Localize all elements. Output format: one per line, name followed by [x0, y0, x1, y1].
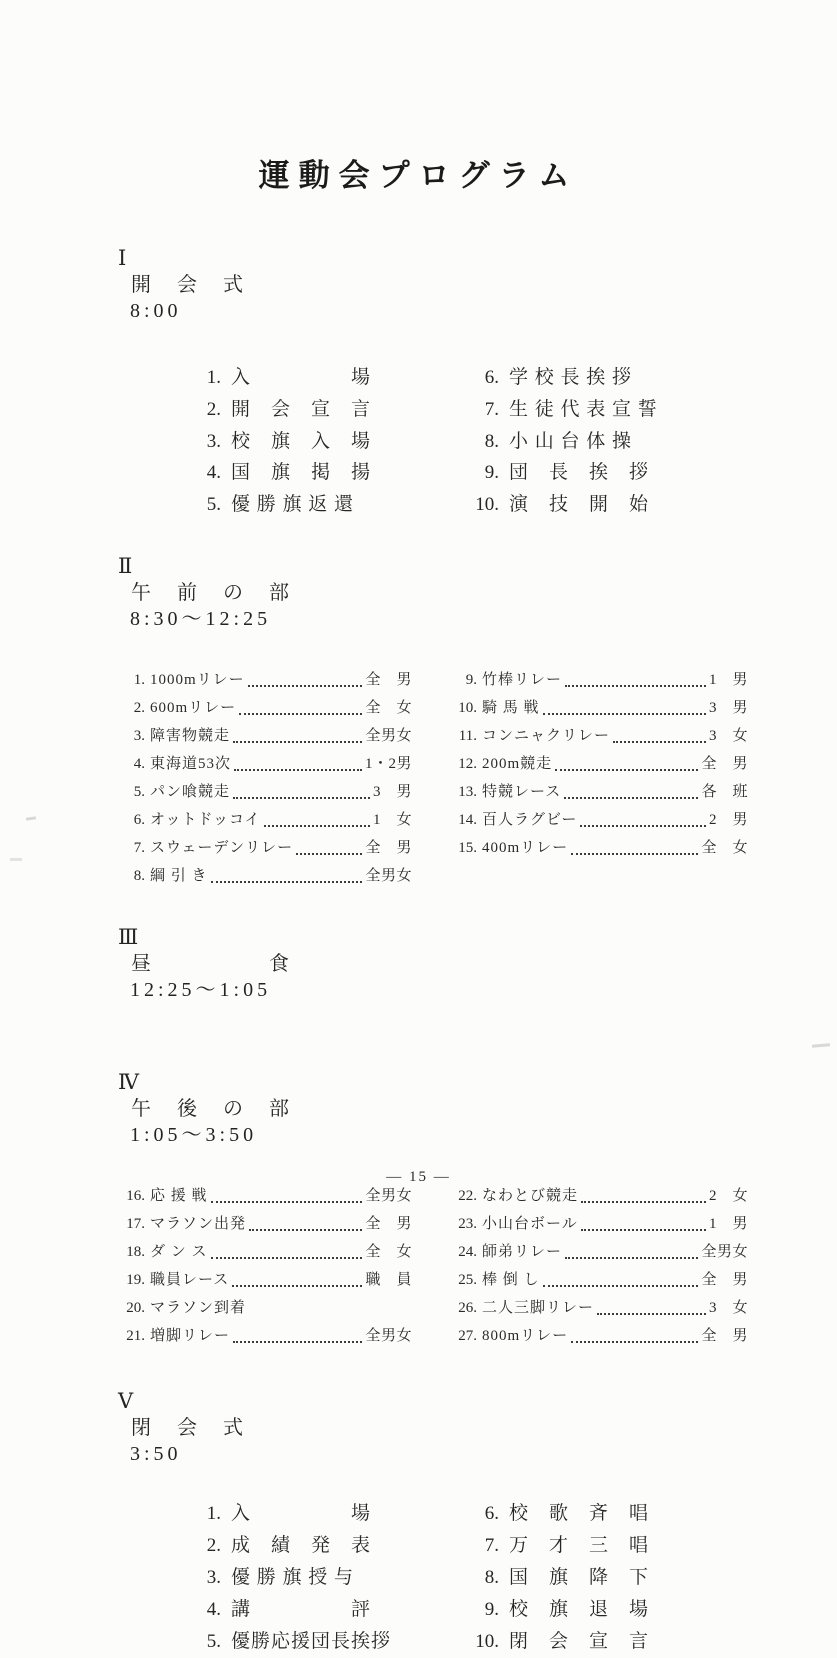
section-time: 8:00	[130, 300, 182, 322]
ceremony-item	[463, 489, 743, 521]
program-column-right	[450, 1182, 748, 1350]
program-item	[118, 666, 412, 694]
item-number: 13.	[458, 783, 477, 800]
item-value: 全 男	[701, 1327, 748, 1344]
program-item	[450, 834, 748, 862]
program-item	[450, 778, 748, 806]
item-value: 全男女	[365, 867, 412, 884]
item-name: 綱 引 き	[150, 867, 208, 884]
dotted-leader	[211, 1238, 363, 1259]
dotted-leader	[543, 1266, 699, 1287]
item-value: 全男女	[365, 1187, 412, 1204]
item-name: パン喰競走	[150, 783, 231, 800]
program-item	[118, 1182, 412, 1210]
item-value: 1 男	[708, 671, 748, 688]
section-heading	[88, 1043, 837, 1174]
item-number: 17.	[126, 1215, 145, 1232]
item-value: 全 男	[365, 1215, 412, 1232]
item-name: なわとび競走	[482, 1187, 579, 1204]
ceremony-item	[185, 362, 463, 394]
ceremony-item	[185, 426, 463, 458]
item-name: 応 援 戦	[150, 1187, 208, 1204]
dotted-leader	[264, 806, 370, 827]
item-name: マラソン出発	[150, 1215, 247, 1232]
dotted-leader	[597, 1294, 706, 1315]
item-name: 600mリレー	[150, 699, 237, 716]
item-name: マラソン到着	[150, 1299, 247, 1316]
item-number: 10.	[475, 494, 499, 516]
section-morning-program	[0, 527, 837, 890]
item-label: 演 技 開 始	[509, 494, 650, 516]
dotted-leader	[249, 1210, 362, 1231]
item-name: オットドッコイ	[150, 811, 261, 828]
section-numeral: Ⅳ	[118, 1069, 139, 1094]
item-label: 国 旗 掲 揚	[231, 462, 372, 484]
ceremony-item	[185, 489, 463, 521]
section-heading	[88, 527, 837, 658]
program-column-left	[118, 1182, 412, 1350]
program-column-left	[118, 666, 412, 890]
page-title: 運動会プログラム	[258, 158, 579, 194]
program-item	[450, 722, 748, 750]
item-value: 1 男	[708, 1215, 748, 1232]
dotted-leader	[565, 666, 706, 687]
item-number: 1.	[206, 1502, 221, 1524]
item-number: 1.	[206, 367, 221, 388]
item-number: 3.	[206, 1566, 221, 1588]
ceremony-column-right	[463, 362, 743, 521]
item-value: 全 男	[701, 755, 748, 772]
program-item	[450, 1182, 748, 1210]
page-number: — 15 —	[386, 1169, 451, 1185]
item-value: 全 女	[365, 699, 412, 716]
item-value: 全男女	[701, 1243, 748, 1260]
item-number: 8.	[484, 430, 499, 452]
dotted-leader	[564, 778, 698, 799]
item-label: 国 旗 降 下	[509, 1566, 650, 1588]
item-value: 3 男	[708, 699, 748, 716]
item-name: 師弟リレー	[482, 1243, 563, 1260]
item-name: 800mリレー	[482, 1327, 569, 1344]
ceremony-item	[463, 1594, 743, 1626]
program-item	[450, 1266, 748, 1294]
item-number: 24.	[458, 1243, 477, 1260]
item-name: 竹棒リレー	[482, 671, 563, 688]
item-label: 生 徒 代 表 宣 誓	[509, 398, 658, 420]
section-numeral: Ⅱ	[118, 553, 133, 578]
item-number: 3.	[206, 430, 221, 452]
item-number: 12.	[458, 755, 477, 772]
item-number: 14.	[458, 811, 477, 828]
item-name: 増脚リレー	[150, 1327, 231, 1344]
ceremony-item	[463, 1562, 743, 1594]
item-label: 小 山 台 体 操	[509, 430, 633, 452]
item-label: 校 旗 入 場	[231, 430, 372, 452]
item-value: 全 女	[365, 1243, 412, 1260]
section-heading	[88, 1362, 837, 1493]
section-time: 12:25～1:05	[130, 978, 272, 1001]
section-numeral: Ⅲ	[118, 924, 139, 949]
item-number: 21.	[126, 1327, 145, 1344]
section-heading	[88, 219, 837, 350]
item-name: 東海道53次	[150, 755, 232, 772]
program-item	[118, 1294, 412, 1322]
item-number: 3.	[133, 727, 145, 744]
item-label: 閉 会 宣 言	[509, 1630, 650, 1652]
item-label: 万 才 三 唱	[509, 1534, 650, 1556]
item-value: 3 女	[708, 1299, 748, 1316]
item-number: 7.	[133, 839, 145, 856]
item-number: 4.	[206, 462, 221, 484]
item-number: 15.	[458, 839, 477, 856]
section-time: 8:30～12:25	[130, 607, 272, 630]
section-time: 1:05～3:50	[130, 1123, 258, 1146]
item-value: 全男女	[365, 727, 412, 744]
section-opening-ceremony	[0, 219, 837, 521]
item-name: 200m競走	[482, 755, 553, 772]
dotted-leader	[543, 694, 706, 715]
ceremony-item	[185, 1562, 463, 1594]
dotted-leader	[555, 750, 698, 771]
program-item	[118, 834, 412, 862]
item-name: 騎 馬 戦	[482, 699, 540, 716]
item-label: 校 旗 退 場	[509, 1598, 650, 1620]
item-name: 小山台ボール	[482, 1215, 578, 1232]
program-item	[450, 806, 748, 834]
item-number: 9.	[465, 671, 477, 688]
item-number: 10.	[458, 699, 477, 716]
item-number: 25.	[458, 1271, 477, 1288]
program-item	[118, 806, 412, 834]
section-title: 午 前 の 部	[131, 581, 292, 604]
dotted-leader	[232, 1266, 362, 1287]
item-number: 18.	[126, 1243, 145, 1260]
dotted-leader	[211, 862, 363, 883]
item-label: 優勝応援団長挨拶	[231, 1630, 392, 1652]
item-label: 講 評	[231, 1598, 372, 1620]
dotted-leader	[296, 834, 362, 855]
dotted-leader	[613, 722, 706, 743]
section-lunch	[0, 898, 837, 1029]
item-label: 団 長 挨 拶	[509, 462, 650, 484]
section-heading	[88, 898, 837, 1029]
dotted-leader	[581, 1210, 706, 1231]
item-number: 23.	[458, 1215, 477, 1232]
ceremony-item	[463, 362, 743, 394]
item-number: 6.	[133, 811, 145, 828]
item-number: 5.	[133, 783, 145, 800]
item-label: 優 勝 旗 授 与	[231, 1566, 355, 1588]
dotted-leader	[248, 666, 363, 687]
dotted-leader	[234, 750, 362, 771]
ceremony-item	[463, 1530, 743, 1562]
item-value: 1・2男	[364, 755, 412, 772]
ceremony-item	[463, 1626, 743, 1658]
item-value: 職 員	[365, 1271, 412, 1288]
item-name: 百人ラグビー	[482, 811, 578, 828]
item-name: ダ ン ス	[150, 1243, 208, 1260]
ceremony-item	[185, 457, 463, 489]
item-name: 400mリレー	[482, 839, 569, 856]
item-number: 2.	[206, 398, 221, 420]
program-columns	[0, 666, 837, 890]
item-number: 6.	[484, 367, 499, 388]
ceremony-item	[463, 426, 743, 458]
item-label: 優 勝 旗 返 還	[231, 494, 355, 516]
ceremony-columns	[0, 362, 837, 521]
ceremony-columns	[0, 1498, 837, 1658]
program-item	[450, 1238, 748, 1266]
scan-artifact	[10, 858, 22, 861]
ceremony-column-right	[463, 1498, 743, 1658]
item-name: 棒 倒 し	[482, 1271, 540, 1288]
item-number: 7.	[484, 1534, 499, 1556]
section-closing-ceremony	[0, 1362, 837, 1658]
item-number: 7.	[484, 398, 499, 420]
item-name: 障害物競走	[150, 727, 231, 744]
item-number: 22.	[458, 1187, 477, 1204]
item-number: 9.	[484, 462, 499, 484]
program-item	[118, 862, 412, 890]
program-item	[118, 778, 412, 806]
section-title: 午 後 の 部	[131, 1097, 292, 1120]
ceremony-item	[463, 1498, 743, 1530]
ceremony-item	[185, 394, 463, 426]
dotted-leader	[571, 1322, 698, 1343]
item-number: 27.	[458, 1327, 477, 1344]
item-number: 19.	[126, 1271, 145, 1288]
item-label: 開 会 宣 言	[231, 398, 372, 420]
program-item	[118, 1322, 412, 1350]
item-number: 5.	[206, 494, 221, 516]
dotted-leader	[565, 1238, 698, 1259]
dotted-leader	[233, 722, 362, 743]
item-number: 11.	[458, 727, 477, 744]
item-number: 9.	[484, 1598, 499, 1620]
item-number: 26.	[458, 1299, 477, 1316]
ceremony-column-left	[185, 362, 463, 521]
program-item	[450, 750, 748, 778]
item-name: 1000mリレー	[150, 671, 245, 688]
program-column-right	[450, 666, 748, 890]
item-value: 3 女	[708, 727, 748, 744]
item-label: 入 場	[231, 367, 372, 388]
dotted-leader	[580, 806, 706, 827]
section-title: 閉 会 式	[131, 1416, 246, 1439]
section-numeral: Ⅰ	[118, 246, 127, 270]
section-numeral: Ⅴ	[118, 1388, 134, 1413]
item-number: 10.	[475, 1630, 499, 1652]
ceremony-item	[463, 394, 743, 426]
item-number: 8.	[484, 1566, 499, 1588]
item-number: 4.	[206, 1598, 221, 1620]
item-value: 全 男	[365, 839, 412, 856]
item-value: 全 男	[701, 1271, 748, 1288]
item-number: 16.	[126, 1187, 145, 1204]
item-number: 1.	[133, 671, 145, 688]
item-label: 成 績 発 表	[231, 1534, 372, 1556]
program-item	[118, 722, 412, 750]
dotted-leader	[571, 834, 698, 855]
ceremony-item	[185, 1626, 463, 1658]
section-time: 3:50	[130, 1442, 182, 1465]
program-item	[118, 750, 412, 778]
item-name: 職員レース	[150, 1271, 230, 1288]
item-value: 全 男	[365, 671, 412, 688]
program-item	[450, 694, 748, 722]
item-label: 入 場	[231, 1502, 372, 1524]
dotted-leader	[233, 778, 370, 799]
item-name: 特競レース	[482, 783, 562, 800]
section-afternoon-program	[0, 1043, 837, 1350]
section-title: 開 会 式	[131, 274, 246, 296]
program-item	[118, 1210, 412, 1238]
item-value: 各 班	[701, 783, 748, 800]
program-item	[118, 694, 412, 722]
item-value: 3 男	[372, 783, 412, 800]
ceremony-item	[185, 1498, 463, 1530]
item-name: スウェーデンリレー	[150, 839, 294, 856]
item-value: 2 女	[708, 1187, 748, 1204]
item-number: 2.	[133, 699, 145, 716]
item-label: 学 校 長 挨 拶	[509, 367, 633, 388]
program-item	[450, 1322, 748, 1350]
ceremony-column-left	[185, 1498, 463, 1658]
item-number: 6.	[484, 1502, 499, 1524]
program-item	[118, 1238, 412, 1266]
program-item	[450, 666, 748, 694]
item-value: 全男女	[365, 1327, 412, 1344]
item-value: 2 男	[708, 811, 748, 828]
item-value: 全 女	[701, 839, 748, 856]
program-item	[118, 1266, 412, 1294]
program-item	[450, 1294, 748, 1322]
item-number: 20.	[126, 1299, 145, 1316]
item-value: 1 女	[372, 811, 412, 828]
ceremony-item	[463, 457, 743, 489]
item-number: 8.	[133, 867, 145, 884]
item-name: 二人三脚リレー	[482, 1299, 595, 1316]
section-title: 昼 食	[131, 952, 292, 975]
item-name: コンニャクリレー	[482, 727, 611, 744]
dotted-leader	[239, 694, 362, 715]
ceremony-item	[185, 1530, 463, 1562]
program-item	[450, 1210, 748, 1238]
item-number: 4.	[133, 755, 145, 772]
ceremony-item	[185, 1594, 463, 1626]
program-columns	[0, 1182, 837, 1350]
item-number: 5.	[206, 1630, 221, 1652]
item-label: 校 歌 斉 唱	[509, 1502, 650, 1524]
item-number: 2.	[206, 1534, 221, 1556]
dotted-leader	[233, 1322, 362, 1343]
